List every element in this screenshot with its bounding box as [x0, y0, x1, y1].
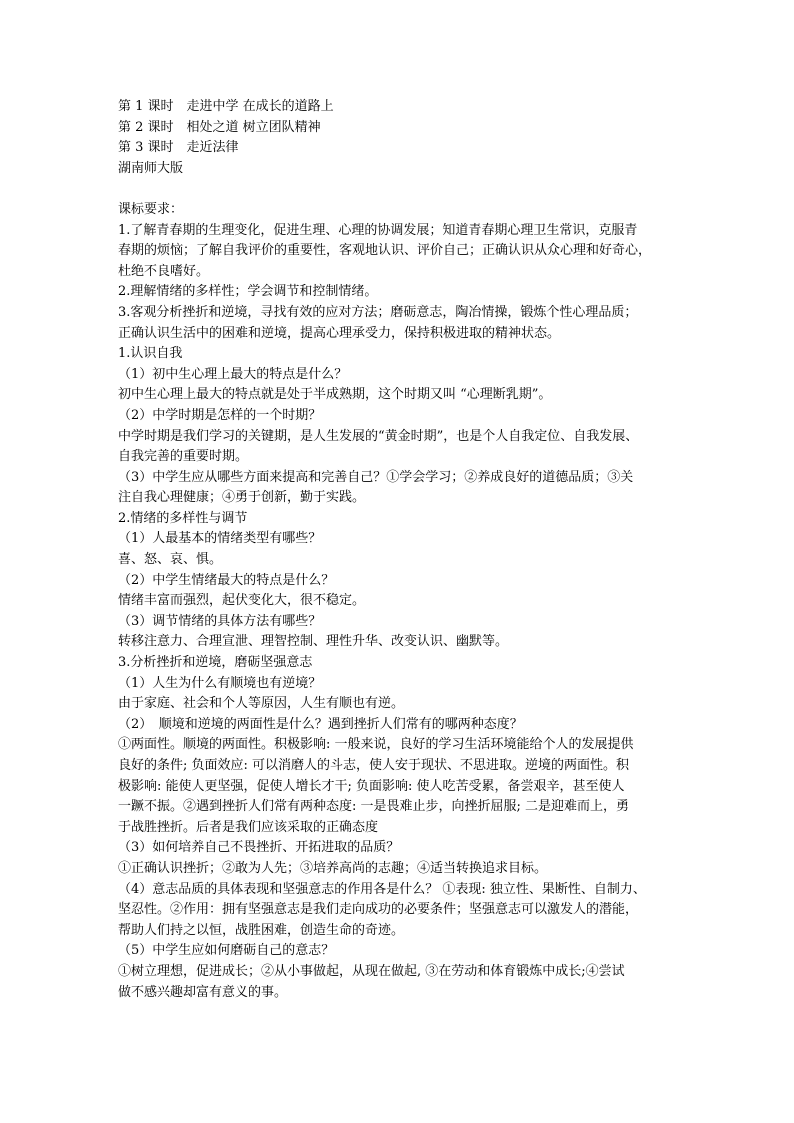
question-line: （2） 顺境和逆境的两面性是什么？遇到挫折人们常有的哪两种态度？ — [118, 716, 523, 732]
body-line: 杜绝不良嗜好。 — [118, 263, 210, 279]
answer-line: 情绪丰富而强烈，起伏变化大，很不稳定。 — [118, 593, 366, 609]
answer-line: 喜、怒、哀、惧。 — [118, 552, 223, 568]
section-heading: 1.认识自我 — [118, 346, 183, 362]
publisher-line: 湖南师大版 — [118, 160, 184, 176]
answer-line: 做不感兴趣却富有意义的事。 — [118, 984, 288, 1000]
lesson-line: 第 2 课时 相处之道 树立团队精神 — [118, 119, 321, 135]
question-line: （4）意志品质的具体表现和坚强意志的作用各是什么？ ①表现: 独立性、果断性、自制力、 — [118, 881, 646, 897]
answer-line: ①两面性。顺境的两面性。积极影响: 一般来说，良好的学习生活环境能给个人的发展提供 — [118, 737, 634, 753]
answer-line: 自我完善的重要时期。 — [118, 449, 249, 465]
question-line: （5）中学生应如何磨砺自己的意志？ — [118, 943, 335, 959]
answer-line: 帮助人们持之以恒，战胜困难，创造生命的奇迹。 — [118, 922, 405, 938]
answer-line: 初中生心理上最大的特点就是处于半成熟期，这个时期又叫 “心理断乳期”。 — [118, 387, 552, 403]
section-heading: 课标要求： — [118, 201, 184, 217]
question-line: （2）中学生情绪最大的特点是什么？ — [118, 572, 335, 588]
body-line: 正确认识生活中的困难和逆境，提高心理承受力，保持积极进取的精神状态。 — [118, 325, 561, 341]
document-page — [118, 97, 678, 1003]
blank-line — [118, 179, 678, 200]
body-line: 春期的烦恼；了解自我评价的重要性，客观地认识、评价自己；正确认识从众心理和好奇心， — [118, 243, 652, 259]
lesson-line: 第 1 课时 走进中学 在成长的道路上 — [118, 99, 334, 114]
question-line: （1）人生为什么有顺境也有逆境？ — [118, 675, 322, 691]
question-line: （1）人最基本的情绪类型有哪些？ — [118, 531, 322, 547]
question-line: （3）调节情绪的具体方法有哪些？ — [118, 613, 322, 629]
question-line: （3）中学生应从哪些方面来提高和完善自己？①学会学习；②养成良好的道德品质；③关 — [118, 469, 634, 485]
question-line: （1）初中生心理上最大的特点是什么？ — [118, 366, 348, 382]
answer-line: 一蹶不振。②遇到挫折人们常有两种态度: 一是畏难止步，向挫折屈服; 二是迎难而上，勇 — [118, 799, 630, 815]
question-line: （3）如何培养自己不畏挫折、开拓进取的品质？ — [118, 840, 400, 856]
answer-line: 由于家庭、社会和个人等原因，人生有顺也有逆。 — [118, 696, 405, 712]
answer-line: 于战胜挫折。后者是我们应该采取的正确态度 — [118, 819, 379, 835]
question-line: （2）中学时期是怎样的一个时期？ — [118, 407, 322, 423]
answer-line: 转移注意力、合理宣泄、理智控制、理性升华、改变认识、幽默等。 — [118, 634, 509, 650]
body-line: 3.客观分析挫折和逆境，寻找有效的应对方法；磨砺意志，陶冶情操，锻炼个性心理品质； — [118, 304, 638, 320]
answer-line: 中学时期是我们学习的关键期，是人生发展的“黄金时期”，也是个人自我定位、自我发展、 — [118, 428, 639, 444]
section-heading: 2.情绪的多样性与调节 — [118, 510, 248, 526]
answer-line: 良好的条件; 负面效应: 可以消磨人的斗志，使人安于现状、不思进取。逆境的两面性。积 — [118, 758, 630, 773]
answer-line: 坚忍性。②作用：拥有坚强意志是我们走向成功的必要条件；坚强意志可以激发人的潜能， — [118, 902, 639, 918]
answer-line: 注自我心理健康；④勇于创新，勤于实践。 — [118, 490, 366, 506]
section-heading: 3.分析挫折和逆境，磨砺坚强意志 — [118, 655, 313, 671]
body-line: 2.理解情绪的多样性；学会调节和控制情绪。 — [118, 284, 378, 300]
lesson-line: 第 3 课时 走近法律 — [118, 140, 239, 156]
answer-line: ①树立理想，促进成长；②从小事做起，从现在做起, ③在劳动和体育锻炼中成长;④尝试 — [118, 963, 625, 979]
answer-line: 极影响: 能使人更坚强，促使人增长才干; 负面影响: 使人吃苦受累，备尝艰辛，甚至使人 — [118, 778, 625, 794]
body-line: 1.了解青春期的生理变化，促进生理、心理的协调发展；知道青春期心理卫生常识，克服青 — [118, 222, 638, 238]
answer-line: ①正确认识挫折；②敢为人先；③培养高尚的志趣；④适当转换追求目标。 — [118, 860, 548, 876]
